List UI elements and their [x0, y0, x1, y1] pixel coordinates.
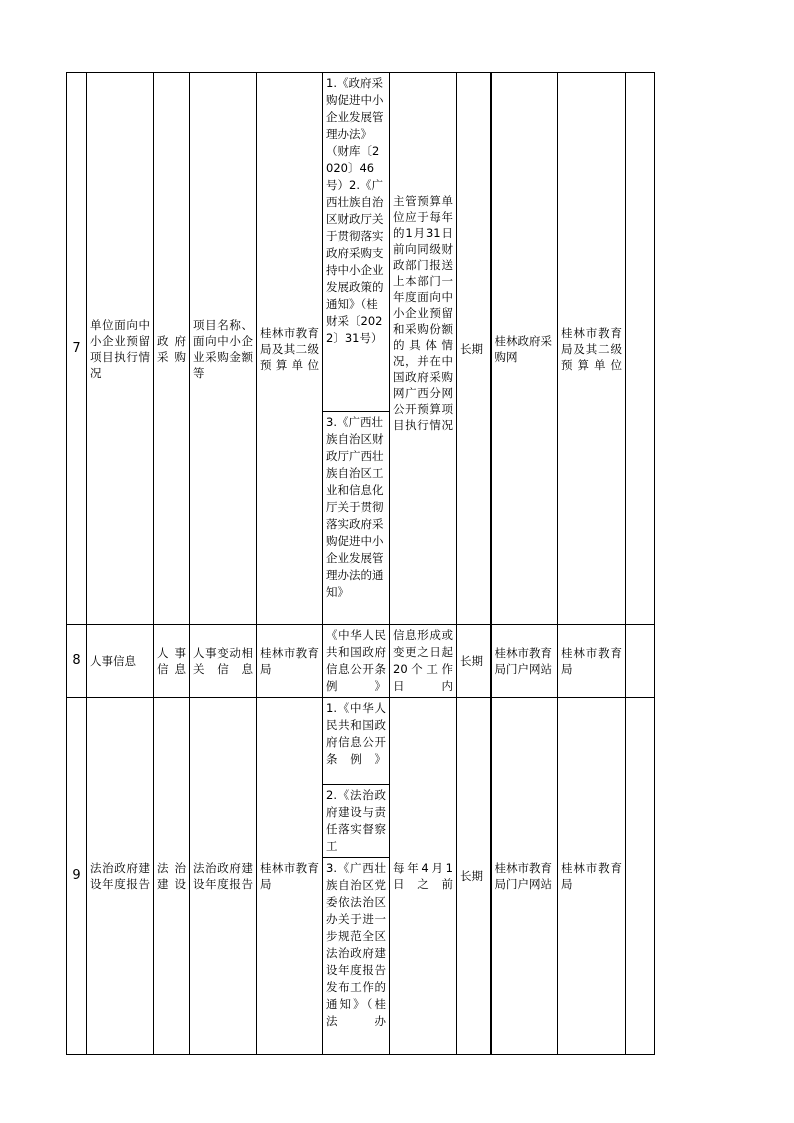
table-row [67, 73, 655, 412]
validity: 长期 [457, 698, 491, 1055]
extra-cell [626, 625, 655, 698]
disclosure-channel: 桂林市教育局门户网站 [491, 698, 558, 1055]
row-number: 8 [67, 625, 87, 698]
extra-cell [626, 698, 655, 1055]
item-name: 法治政府建设年度报告 [87, 698, 154, 1055]
content: 法治政府建设年度报告 [190, 698, 257, 1055]
content: 人事变动相关信息 [190, 625, 257, 698]
disclosure-channel: 桂林政府采购网 [491, 73, 558, 625]
responsible-dept: 桂林市教育局 [558, 698, 626, 1055]
basis-part: 2.《法治政府建设与责任落实督察工 [323, 785, 390, 858]
category: 政府采购 [154, 73, 190, 625]
disclosure-time: 主管预算单位应于每年的1月31日前向同级财政部门报送上本部门一年度面向中小企业预留和采购份额的具体情况，并在中国政府采购网广西分网公开预算项目执行情况 [390, 73, 457, 625]
disclosure-table [66, 72, 655, 1055]
subject: 桂林市教育局 [257, 625, 323, 698]
item-name: 单位面向中小企业预留项目执行情况 [87, 73, 154, 625]
validity: 长期 [457, 625, 491, 698]
item-name: 人事信息 [87, 625, 154, 698]
table-row [67, 698, 655, 785]
row-number: 9 [67, 698, 87, 1055]
basis-part: 3.《广西壮族自治区财政厅广西壮族自治区工业和信息化厅关于贯彻落实政府采购促进中小企业发展管理办法的通知》 [323, 412, 390, 625]
responsible-dept: 桂林市教育局 [558, 625, 626, 698]
responsible-dept: 桂林市教育局及其二级预算单位 [558, 73, 626, 625]
disclosure-time: 每年4月1日之前 [390, 698, 457, 1055]
basis-part: 3.《广西壮族自治区党委依法治区办关于进一步规范全区法治政府建设年度报告发布工作的通知》（桂法办 [323, 858, 390, 1055]
disclosure-channel: 桂林市教育局门户网站 [491, 625, 558, 698]
subject: 桂林市教育局及其二级预算单位 [257, 73, 323, 625]
subject: 桂林市教育局 [257, 698, 323, 1055]
table-row [67, 625, 655, 698]
basis-part: 《中华人民共和国政府信息公开条例》 [323, 625, 390, 698]
extra-cell [626, 73, 655, 625]
category: 法治建设 [154, 698, 190, 1055]
category: 人事信息 [154, 625, 190, 698]
disclosure-time: 信息形成或变更之日起20个工作日内 [390, 625, 457, 698]
validity: 长期 [457, 73, 491, 625]
row-number: 7 [67, 73, 87, 625]
basis-part: 1.《政府采购促进中小企业发展管理办法》（财库〔2020〕46号）2.《广西壮族自治区财政厅关于贯彻落实政府采购支持中小企业发展政策的通知》（桂财采〔2022〕31号） [323, 73, 390, 412]
basis-part: 1.《中华人民共和国政府信息公开条例》 [323, 698, 390, 785]
content: 项目名称、面向中小企业采购金额等 [190, 73, 257, 625]
